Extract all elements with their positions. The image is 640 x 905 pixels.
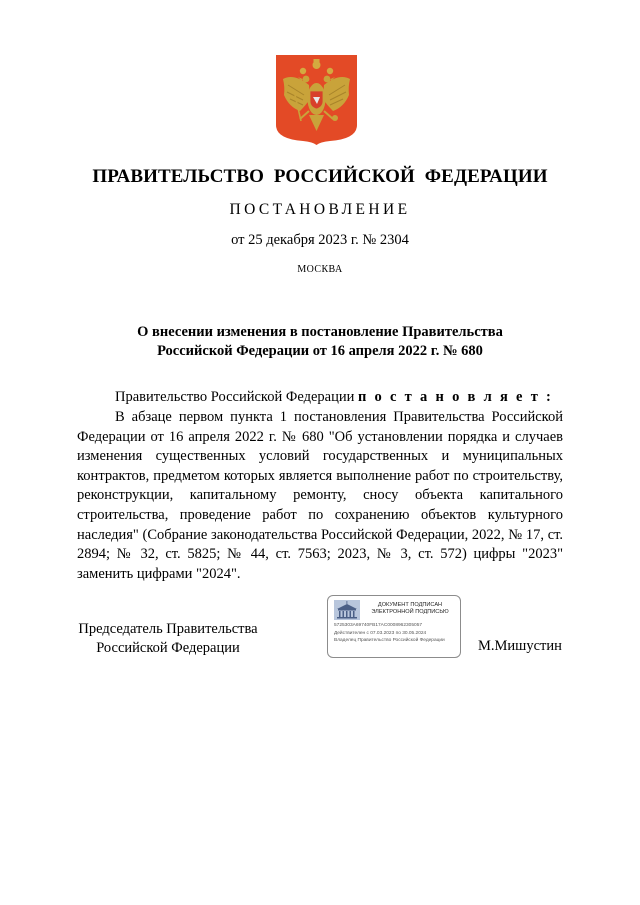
government-title: ПРАВИТЕЛЬСТВО РОССИЙСКОЙ ФЕДЕРАЦИИ — [92, 166, 548, 187]
signer-position — [68, 620, 268, 658]
stamp-heading-line-2: ЭЛЕКТРОННОЙ ПОДПИСЬЮ — [371, 609, 449, 615]
signer-name: М.Мишустин — [478, 638, 562, 654]
coat-of-arms-emblem — [276, 55, 357, 145]
electronic-signature-stamp — [327, 595, 461, 658]
preamble-verb: п о с т а н о в л я е т : — [357, 389, 554, 405]
preamble-subject: Правительство Российской Федерации — [115, 389, 355, 405]
certificate-serial: 5725303A69740FB17AC0008962305057 — [334, 623, 423, 628]
preamble — [115, 389, 553, 406]
government-building-icon — [334, 600, 360, 620]
heading-line-2: Российской Федерации от 16 апреля 2022 г. № 680 — [157, 343, 483, 359]
signer-position-line-2: Российской Федерации — [96, 640, 240, 656]
document-type: ПОСТАНОВЛЕНИЕ — [229, 201, 411, 218]
heading-line-1: О внесении изменения в постановление Правительства — [137, 324, 503, 340]
body-paragraph: В абзаце первом пункта 1 постановления Правительства Российской Федерации от 16 апреля 2022 г. № 680 "Об установлении порядка и случаев изменения существенных условий государственных и муниципальных контрактов, предметом которых является выполнение работ по строительству, реконструкции, капитальному ремонту, сносу объекта капитального строительства, проведение работ по сохранению объектов культурного наследия" (Собрание законодательства Российской Федерации, 2022, № 17, ст. 2894; № 32, ст. 5825; № 44, ст. 7563; 2023, № 3, ст. 572) цифры "2023" заменить цифрами "2024". — [77, 409, 563, 582]
signer-position-line-1: Председатель Правительства — [78, 621, 258, 637]
document-heading — [0, 323, 640, 361]
document-date-number: от 25 декабря 2023 г. № 2304 — [231, 232, 409, 248]
document-city: МОСКВА — [297, 264, 343, 275]
stamp-heading-line-1: ДОКУМЕНТ ПОДПИСАН — [377, 602, 443, 608]
stamp-heading — [361, 602, 459, 616]
certificate-owner: Владелец Правительство Российской Федерации — [334, 638, 445, 643]
certificate-validity: Действителен с 07.03.2023 по 30.05.2024 — [334, 631, 427, 636]
